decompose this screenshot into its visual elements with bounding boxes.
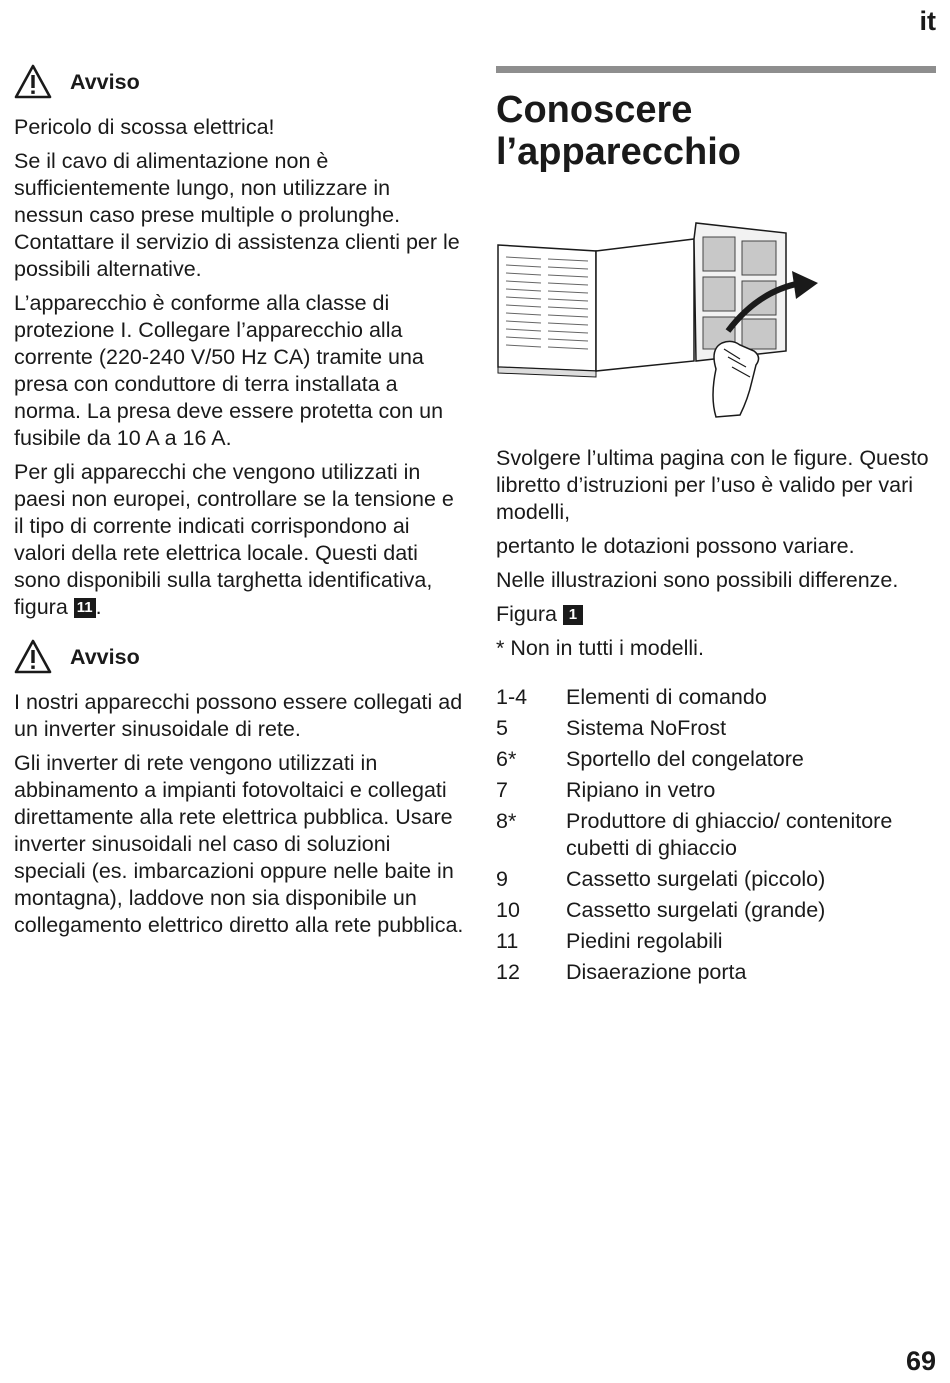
paragraph: pertanto le dotazioni possono variare.: [496, 534, 855, 558]
paragraph-text: Per gli apparecchi che vengono utilizzati in paesi non europei, controllare se la tensione e il tipo di corrente indicati corrispondono ai valori della rete elettrica locale. Questi dati sono disponibili sulla targhetta identificativa, figura: [14, 460, 454, 619]
section-rule: [496, 66, 936, 73]
paragraph: Gli inverter di rete vengono utilizzati in abbinamento a impianti fotovoltaici e collegati direttamente alla rete elettrica pubblica. Usare inverter sinusoidali nel caso di soluzioni speciali (es. imbarcazioni oppure nelle baite in montagna), laddove non sia disponibile un collegamento elettrico diretto alla rete pubblica.: [14, 751, 464, 937]
legend-number: 10: [496, 898, 520, 922]
legend-text: Sportello del congelatore: [566, 747, 804, 771]
figure-label: Figura: [496, 602, 563, 626]
legend-row: [496, 715, 936, 742]
warning-heading: [14, 635, 464, 679]
paragraph: L’apparecchio è conforme alla classe di protezione I. Collegare l’apparecchio alla corrente (220-240 V/50 Hz CA) tramite una presa con conduttore di terra installata a norma. La presa deve essere protetta con un fusibile da 10 A a 16 A.: [14, 291, 444, 450]
right-column: [496, 66, 936, 990]
legend-text: Cassetto surgelati (grande): [566, 898, 826, 922]
paragraph: [14, 459, 464, 621]
paragraph: Pericolo di scossa elettrica!: [14, 115, 275, 139]
paragraph: Se il cavo di alimentazione non è sufficientemente lungo, non utilizzare in nessun caso prese multiple o prolunghe. Contattare il servizio di assistenza clienti per le possibili alternative.: [14, 149, 460, 281]
left-column: [14, 60, 464, 946]
page-number: 69: [905, 1346, 936, 1376]
section-heading: [496, 89, 936, 173]
legend-number: 7: [496, 778, 508, 802]
legend-text: Produttore di ghiaccio/ contenitore cubetti di ghiaccio: [566, 809, 893, 860]
legend-row: [496, 746, 936, 773]
legend-text: Ripiano in vetro: [566, 778, 716, 802]
legend-row: [496, 866, 936, 893]
warning-title: Avviso: [70, 69, 140, 94]
legend-row: [496, 959, 936, 986]
warning-triangle-icon: [14, 638, 52, 676]
legend-row: [496, 777, 936, 804]
legend-text: Disaerazione porta: [566, 960, 747, 984]
booklet-unfold-illustration: [496, 221, 826, 426]
heading-line: Conoscere: [496, 89, 693, 131]
legend-number: 9: [496, 867, 508, 891]
paragraph: Svolgere l’ultima pagina con le figure. Questo libretto d’istruzioni per l’uso è valido per vari modelli,: [496, 446, 929, 524]
warning-heading: [14, 60, 464, 104]
paragraph: I nostri apparecchi possono essere collegati ad un inverter sinusoidale di rete.: [14, 690, 463, 741]
legend-number: 12: [496, 960, 520, 984]
paragraph-text: .: [95, 595, 102, 619]
heading-line: l’apparecchio: [496, 131, 741, 173]
legend-number: 5: [496, 716, 508, 740]
figure-reference-badge: 1: [563, 605, 583, 625]
paragraph: Nelle illustrazioni sono possibili differenze.: [496, 568, 899, 592]
legend-row: [496, 897, 936, 924]
parts-legend: [496, 684, 936, 986]
legend-row: [496, 928, 936, 955]
legend-text: Elementi di comando: [566, 685, 767, 709]
legend-number: 11: [496, 929, 519, 953]
legend-number: 8*: [496, 809, 517, 833]
legend-text: Piedini regolabili: [566, 929, 723, 953]
legend-number: 6*: [496, 747, 517, 771]
language-code: it: [919, 6, 936, 36]
legend-row: [496, 684, 936, 711]
legend-row: [496, 808, 936, 862]
figure-reference-badge: 11: [74, 598, 96, 618]
legend-text: Sistema NoFrost: [566, 716, 727, 740]
warning-title: Avviso: [70, 644, 140, 669]
legend-text: Cassetto surgelati (piccolo): [566, 867, 826, 891]
figure-reference: [496, 601, 936, 628]
warning-triangle-icon: [14, 63, 52, 101]
legend-number: 1-4: [496, 685, 528, 709]
paragraph: * Non in tutti i modelli.: [496, 636, 704, 660]
